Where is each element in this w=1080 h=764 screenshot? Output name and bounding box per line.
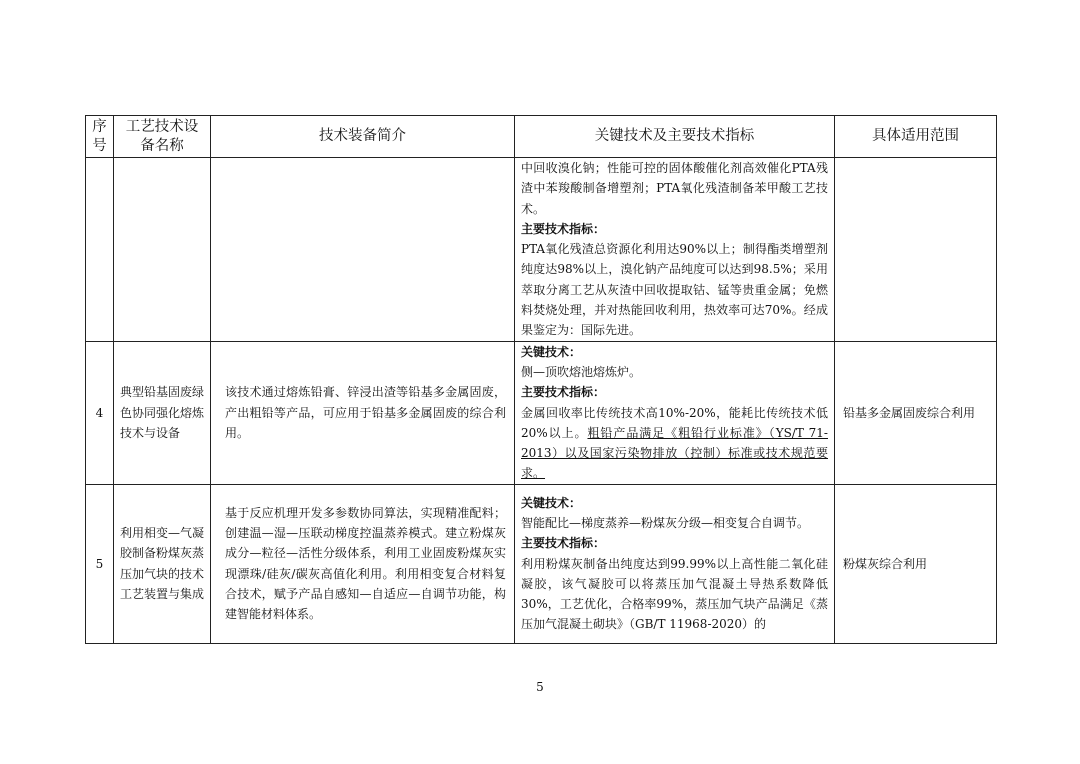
cell-key-technology	[515, 341, 835, 484]
cell-scope: 粉煤灰综合利用	[835, 484, 997, 643]
table-row-continuation	[86, 158, 997, 342]
main-indicator-text	[521, 403, 828, 484]
key-tech-text: 中回收溴化钠；性能可控的固体酸催化剂高效催化PTA残渣中苯羧酸制备增塑剂；PTA氧化残渣制备苯甲酸工艺技术。	[521, 161, 828, 216]
key-tech-text: 智能配比—梯度蒸养—粉煤灰分级—相变复合自调节。	[521, 516, 810, 530]
cell-intro: 基于反应机理开发多参数协同算法，实现精准配料；创建温—湿—压联动梯度控温蒸养模式。建立粉煤灰成分—粒径—活性分级体系，利用工业固废粉煤灰实现漂珠/硅灰/碳灰高值化利用。利用相变复合材料复合技术，赋予产品自感知—自适应—自调节功能，构建智能材料体系。	[211, 484, 515, 643]
main-indicator-text: 利用粉煤灰制备出纯度达到99.99%以上高性能二氧化硅凝胶，该气凝胶可以将蒸压加气混凝土导热系数降低30%，工艺优化，合格率99%，蒸压加气块产品满足《蒸压加气混凝土砌块》（GB/T 11968-2020）的	[521, 556, 828, 632]
cell-no: 5	[86, 484, 114, 643]
cell-key-technology	[515, 158, 835, 342]
header-key-technology: 关键技术及主要技术指标	[515, 116, 835, 158]
table-header-row	[86, 116, 997, 158]
cell-intro: 该技术通过熔炼铅膏、锌浸出渣等铅基多金属固废，产出粗铅等产品，可应用于铅基多金属固废的综合利用。	[211, 341, 515, 484]
main-indicator-text: PTA氧化残渣总资源化利用达90%以上；制得酯类增塑剂纯度达98%以上，溴化钠产品纯度可以达到98.5%；采用萃取分离工艺从灰渣中回收提取钴、锰等贵重金属；免燃料焚烧处理，并对热能回收利用，热效率可达70%。经成果鉴定为：国际先进。	[521, 242, 828, 338]
main-indicator-label: 主要技术指标：	[521, 385, 606, 400]
main-indicator-label: 主要技术指标：	[521, 536, 606, 551]
cell-scope: 铅基多金属固废综合利用	[835, 341, 997, 484]
cell-intro	[211, 158, 515, 342]
key-tech-label: 关键技术：	[521, 495, 582, 510]
technology-table	[85, 115, 997, 644]
cell-name: 典型铅基固废绿色协同强化熔炼技术与设备	[114, 341, 211, 484]
cell-name: 利用相变—气凝胶制备粉煤灰蒸压加气块的技术工艺装置与集成	[114, 484, 211, 643]
main-indicator-text-underlined: 粗铅产品满足《粗铅行业标准》（YS/T 71-2013）以及国家污染物排放（控制）标准或技术规范要求。	[521, 425, 828, 481]
main-indicator-text-plain: 金属回收率比传统技术高10%-20%，能耗比传统技术低20%以上。	[521, 405, 828, 440]
header-scope: 具体适用范围	[835, 116, 997, 158]
key-tech-label: 关键技术：	[521, 344, 582, 359]
key-tech-text: 侧—顶吹熔池熔炼炉。	[521, 364, 642, 379]
cell-name	[114, 158, 211, 342]
page-number: 5	[536, 680, 544, 694]
table-row	[86, 341, 997, 484]
header-serial-no: 序号	[86, 116, 114, 158]
cell-no: 4	[86, 341, 114, 484]
header-equipment-name: 工艺技术设备名称	[114, 116, 211, 158]
header-introduction: 技术装备简介	[211, 116, 515, 158]
table-row	[86, 484, 997, 643]
cell-key-technology	[515, 484, 835, 643]
main-indicator-label: 主要技术指标：	[521, 221, 606, 236]
cell-scope	[835, 158, 997, 342]
cell-no	[86, 158, 114, 342]
